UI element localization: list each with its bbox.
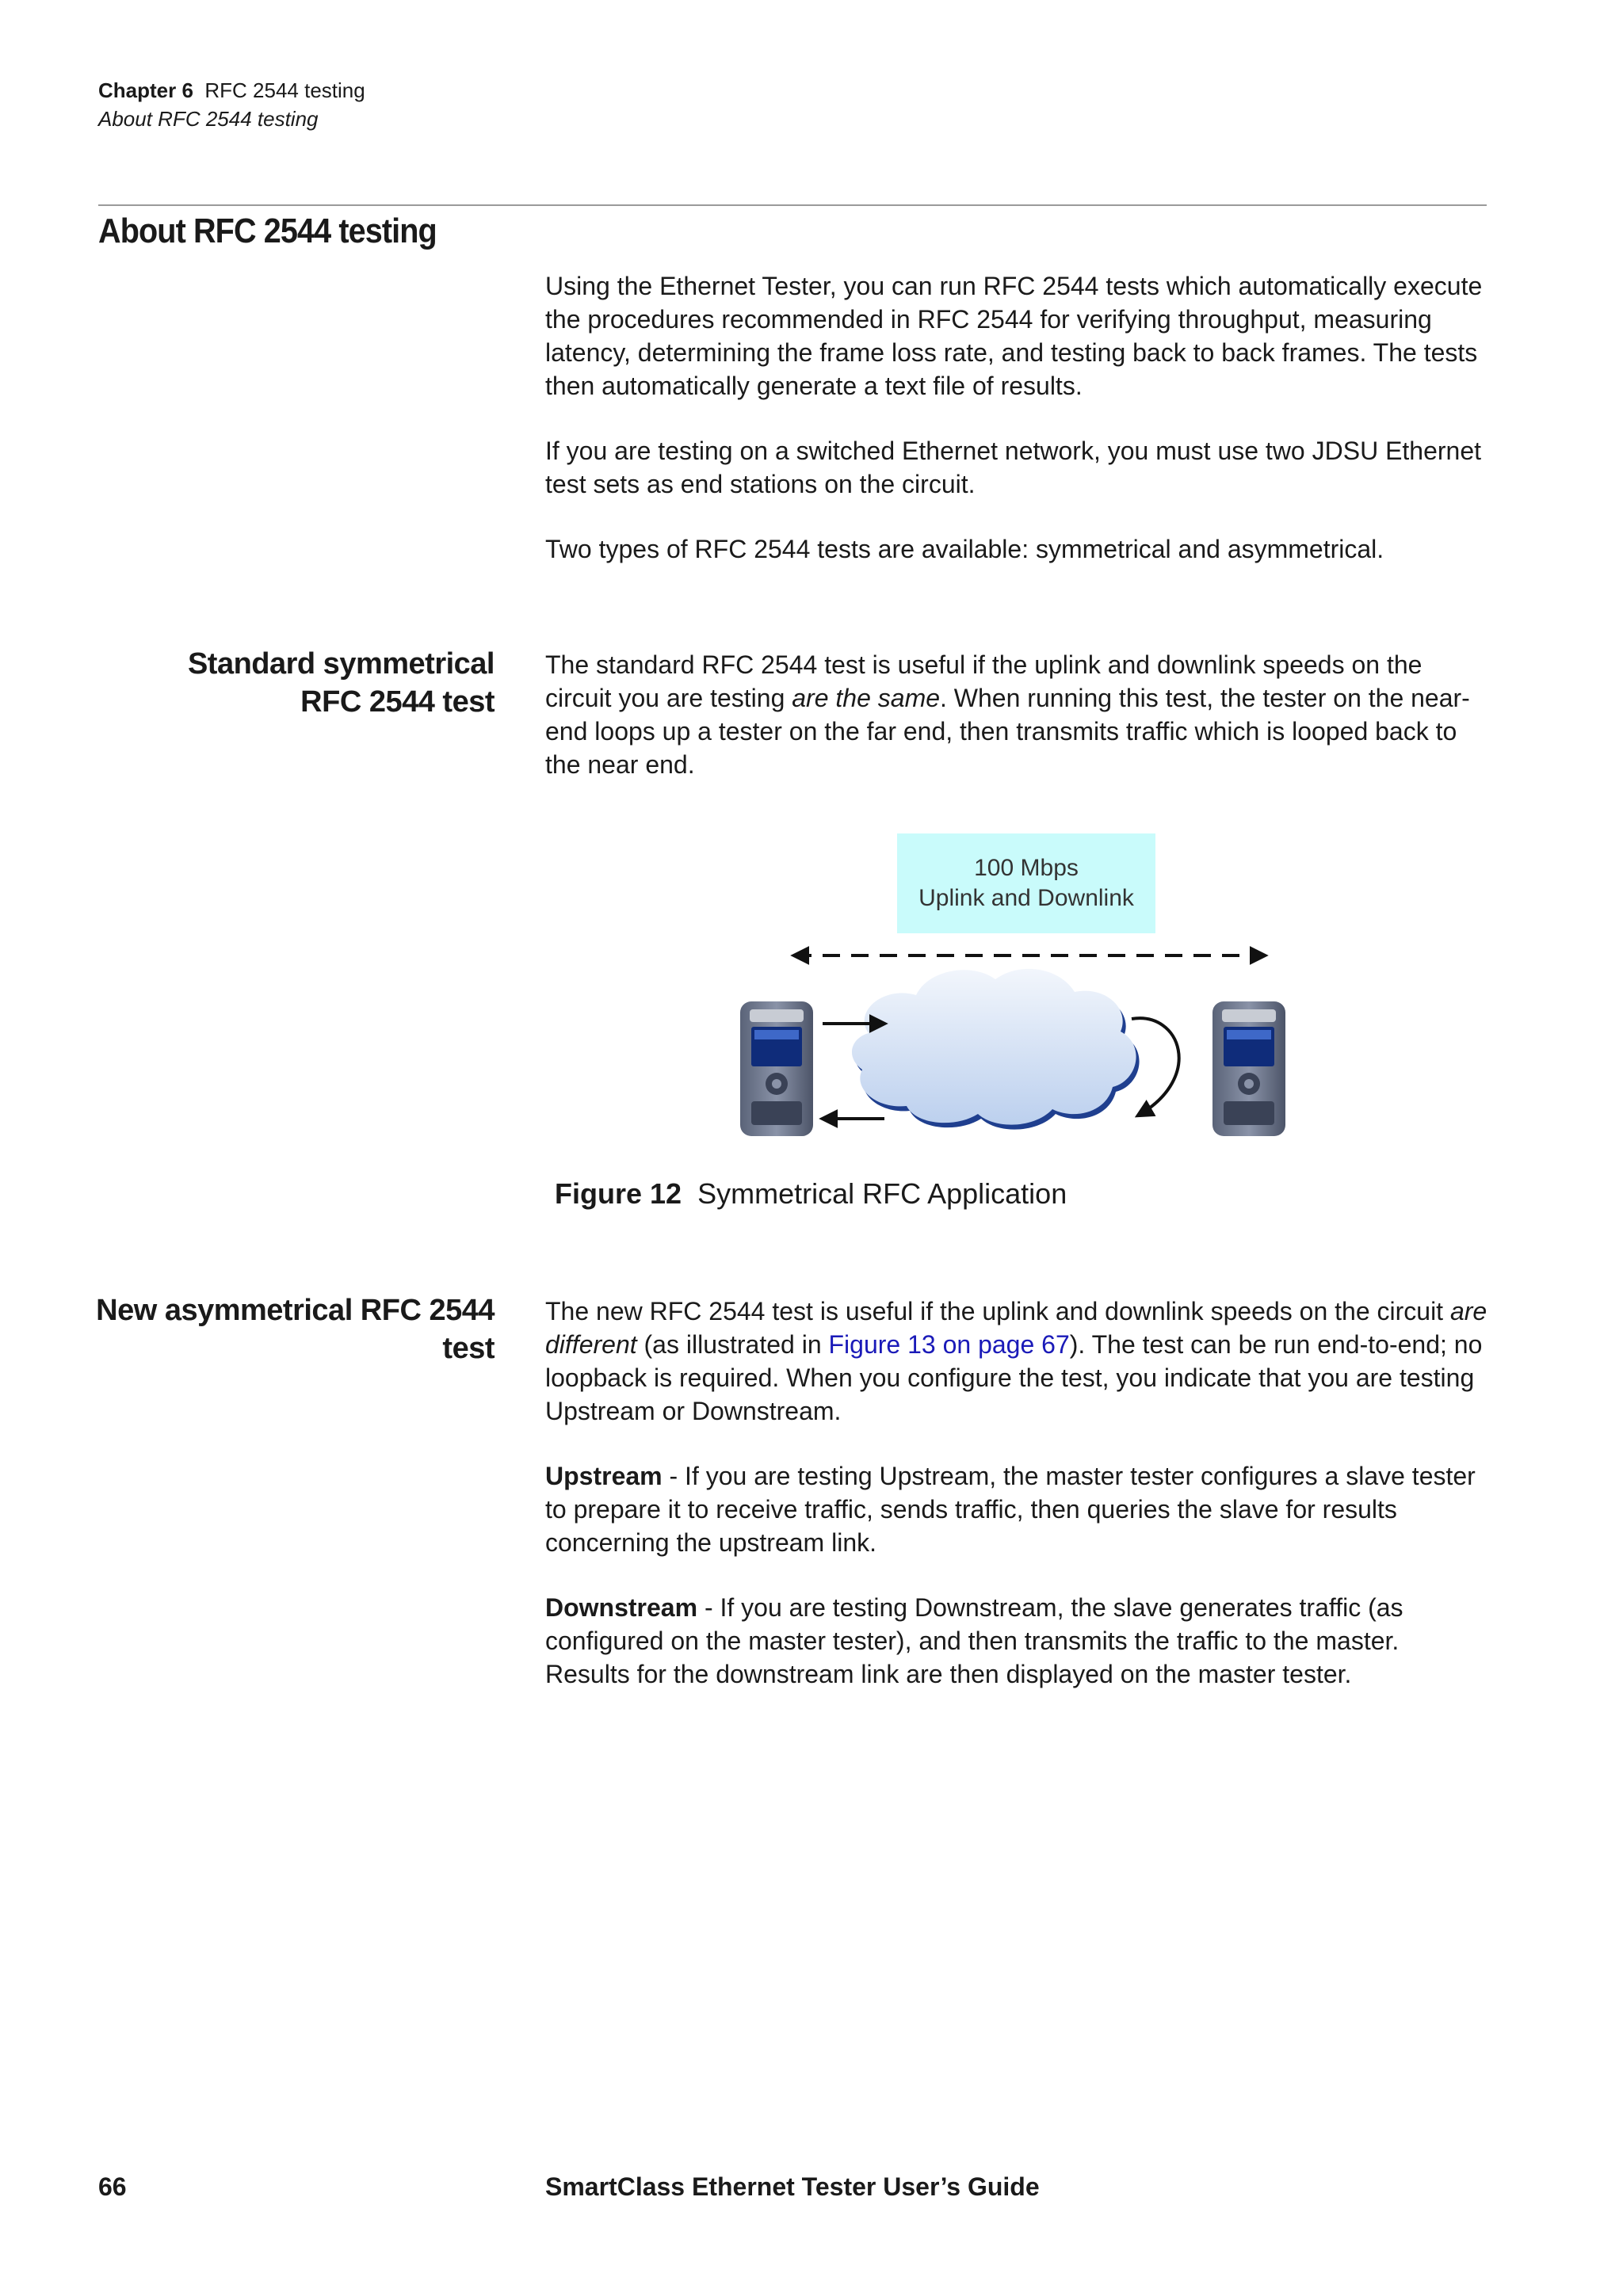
asymmetrical-emphasis: are different xyxy=(545,1297,1487,1359)
figure-label: Figure 12 xyxy=(555,1177,682,1210)
asymmetrical-text-1: The new RFC 2544 test is useful if the uplink and downlink speeds on the circuit xyxy=(545,1297,1450,1325)
intro-paragraph-3: Two types of RFC 2544 tests are available: symmetrical and asymmetrical. xyxy=(545,535,1384,563)
downstream-text: - If you are testing Downstream, the slave generates traffic (as configured on the master tester), and then transmits the traffic to the master. Results for the downstream link are then displayed on the master tester. xyxy=(545,1593,1403,1688)
figure-13-link[interactable]: Figure 13 on page 67 xyxy=(828,1330,1070,1359)
symmetrical-text-2: . When running this test, the tester on the near-end loops up a tester on the far end, then transmits traffic which is looped back to the near end. xyxy=(545,684,1470,779)
intro-paragraph-1: Using the Ethernet Tester, you can run RFC 2544 tests which automatically execute the procedures recommended in RFC 2544 for verifying throughput, measuring latency, determining the frame loss rate, and testing back to back frames. The tests then automatically generate a text file of results. xyxy=(545,272,1483,400)
near-end-tester-icon xyxy=(740,1001,813,1136)
figure-caption-text: Symmetrical RFC Application xyxy=(697,1177,1067,1210)
network-cloud-icon xyxy=(852,969,1140,1130)
header-rule xyxy=(98,204,1487,206)
downstream-label: Downstream xyxy=(545,1593,698,1622)
far-end-tester-icon xyxy=(1212,1001,1285,1136)
upstream-label: Upstream xyxy=(545,1462,663,1490)
speed-label-box xyxy=(897,833,1155,933)
downstream-paragraph xyxy=(545,1591,1488,1691)
asymmetrical-paragraph xyxy=(545,1295,1488,1428)
running-head xyxy=(98,76,365,133)
symmetrical-heading-line-2: RFC 2544 test xyxy=(300,685,495,719)
footer-guide-title: SmartClass Ethernet Tester User’s Guide xyxy=(545,2172,1040,2201)
upstream-text: - If you are testing Upstream, the master tester configures a slave tester to prepare it to receive traffic, sends traffic, then queries the slave for results concerning the upstream link. xyxy=(545,1462,1476,1557)
running-head-section: About RFC 2544 testing xyxy=(98,107,319,131)
chapter-title: RFC 2544 testing xyxy=(204,78,365,102)
symmetrical-text-1: The standard RFC 2544 test is useful if the uplink and downlink speeds on the circuit you are testing xyxy=(545,650,1423,712)
asymmetrical-heading-line-2: test xyxy=(442,1332,495,1365)
chapter-label: Chapter 6 xyxy=(98,78,193,102)
figure-caption xyxy=(555,1176,1067,1212)
asymmetrical-text-3: ). The test can be run end-to-end; no loopback is required. When you configure the test, you indicate that you are testing Upstream or Downstream. xyxy=(545,1330,1483,1425)
symmetrical-emphasis: are the same xyxy=(792,684,941,712)
speed-label-line-2: Uplink and Downlink xyxy=(918,885,1134,911)
speed-label-line-1: 100 Mbps xyxy=(974,855,1079,881)
asymmetrical-heading-line-1: New asymmetrical RFC 2544 xyxy=(96,1294,495,1327)
symmetrical-paragraph xyxy=(545,648,1488,781)
upstream-paragraph xyxy=(545,1459,1488,1559)
asymmetrical-text-2: (as illustrated in xyxy=(636,1330,829,1359)
section-title: About RFC 2544 testing xyxy=(98,212,437,250)
symmetrical-heading-line-1: Standard symmetrical xyxy=(187,647,495,681)
asymmetrical-heading xyxy=(96,1291,495,1367)
symmetrical-diagram xyxy=(729,935,1300,1149)
symmetrical-heading xyxy=(188,645,495,721)
page-number: 66 xyxy=(98,2172,127,2201)
intro-paragraph-2: If you are testing on a switched Ethernet network, you must use two JDSU Ethernet test sets as end stations on the circuit. xyxy=(545,437,1482,498)
